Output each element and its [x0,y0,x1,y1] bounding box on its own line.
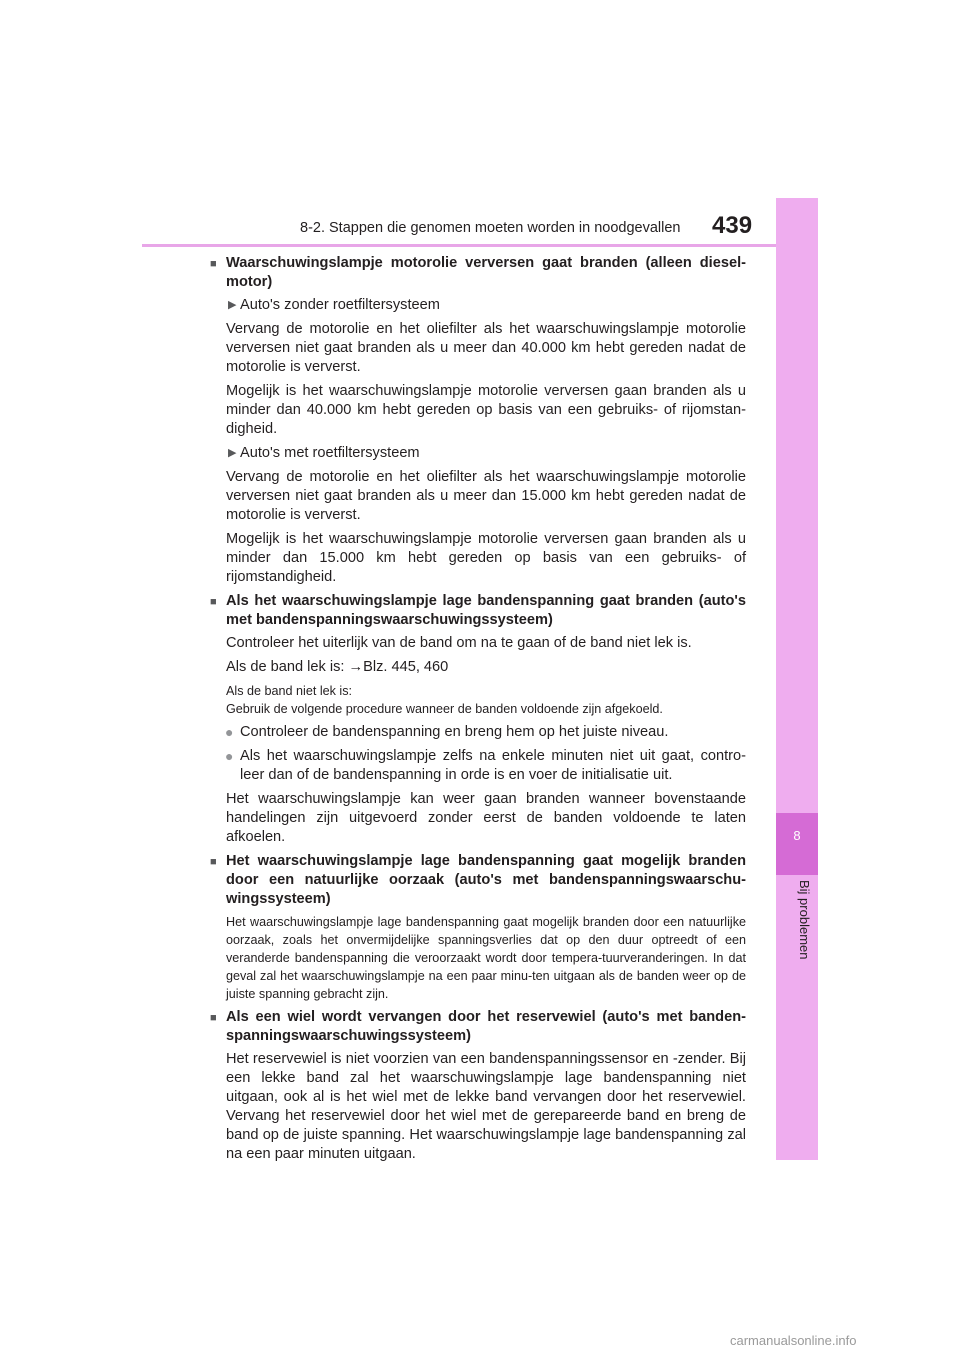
section-heading-text: Het waarschuwingslampje lage bandenspanning gaat mogelijk branden door een natuurlijke oorzaak (auto's met bandenspanningswaarschu-wingssysteem) [226,853,746,907]
paragraph: Mogelijk is het waarschuwingslampje motorolie verversen gaan branden als u minder dan 40.000 km hebt gereden op basis van een gebruiks- of rijomstan-digheid. [226,383,746,437]
paragraph: Vervang de motorolie en het oliefilter als het waarschuwingslampje motorolie verversen niet gaat branden als u meer dan 15.000 km hebt gereden nadat de motorolie is ververst. [226,469,746,523]
note-text: Het waarschuwingslampje lage bandenspanning gaat mogelijk branden door een natuurlijke oorzaak, zoals het onvermijdelijke spanningsverlies dat op den duur optreedt of een veranderde bandenspanning die veroorzaakt wordt door tempera-tuurveranderingen. In dat geval zal het waarschuwingslampje na een paar minu-ten uitgaan als de banden weer op de juiste spanning gebracht zijn. [226,915,746,1001]
list-item-text: Als het waarschuwingslampje zelfs na enkele minuten niet uit gaat, contro-leer dan of de bandenspanning in orde is en voer de initialisatie uit. [240,748,746,783]
subheading-text: Auto's zonder roetfiltersysteem [240,297,440,313]
square-bullet-icon: ■ [210,856,217,868]
paragraph: Mogelijk is het waarschuwingslampje motorolie verversen gaan branden als u minder dan 15.000 km hebt gereden op basis van een gebruiks- of rijomstandigheid. [226,531,746,585]
triangle-bullet-icon: ▶ [228,299,237,311]
page-content [210,254,746,1169]
section-heading [210,1008,746,1046]
paragraph: Vervang de motorolie en het oliefilter als het waarschuwingslampje motorolie verversen niet gaat branden als u meer dan 40.000 km hebt gereden nadat de motorolie is ververst. [226,321,746,375]
note-line: Gebruik de volgende procedure wanneer de banden voldoende zijn afgekoeld. [226,702,663,716]
subheading-text: Auto's met roetfiltersysteem [240,445,420,461]
round-bullet-icon: ● [225,724,234,740]
triangle-bullet-icon: ▶ [228,447,237,459]
note-line: Als de band niet lek is: [226,684,353,698]
page-number: 439 [712,212,753,239]
paragraph: Controleer het uiterlijk van de band om na te gaan of de band niet lek is. [226,635,692,651]
subheading [210,444,746,463]
header-divider [142,244,818,247]
subheading [210,296,746,315]
chapter-title: Bij problemen [797,880,812,960]
chapter-side-tab [776,198,818,1160]
paragraph: Het reservewiel is niet voorzien van een bandenspanningssensor en -zender. Bij een lekke band zal het waarschuwingslampje lage bandenspanning niet uitgaan, ook al is het wiel met de lekke band vervangen door het reservewiel. Vervang het reservewiel door het wiel met de gerepareerde band en breng de band op de juiste spanning. Het waarschuwingslampje lage bandenspanning zal na een paar minuten uitgaan. [226,1051,746,1162]
list-item [210,723,746,742]
section-heading [210,254,746,292]
section-heading-text: Als het waarschuwingslampje lage bandenspanning gaat branden (auto's met bandenspanningswaarschuwingssysteem) [226,593,746,628]
page-reference: Als de band lek is: →Blz. 445, 460 [226,659,449,675]
list-item-text: Controleer de bandenspanning en breng hem op het juiste niveau. [240,724,669,740]
round-bullet-icon: ● [225,748,234,764]
list-item [210,747,746,785]
watermark: carmanualsonline.info [730,1333,857,1348]
note-text [210,682,746,718]
square-bullet-icon: ■ [210,596,217,608]
section-heading-text: Als een wiel wordt vervangen door het reservewiel (auto's met banden-spanningswaarschuwingssysteem) [226,1009,746,1044]
paragraph: Het waarschuwingslampje kan weer gaan branden wanneer bovenstaande handelingen zijn uitgevoerd zonder eerst de banden voldoende te laten afkoelen. [226,791,746,845]
section-heading-text: Waarschuwingslampje motorolie verversen gaat branden (alleen diesel-motor) [226,255,746,290]
chapter-number: 8 [793,828,801,843]
square-bullet-icon: ■ [210,1012,217,1024]
running-header: 8-2. Stappen die genomen moeten worden in noodgevallen [300,220,681,236]
chapter-number-box [776,813,818,875]
section-heading [210,852,746,909]
square-bullet-icon: ■ [210,258,217,270]
section-heading [210,592,746,630]
